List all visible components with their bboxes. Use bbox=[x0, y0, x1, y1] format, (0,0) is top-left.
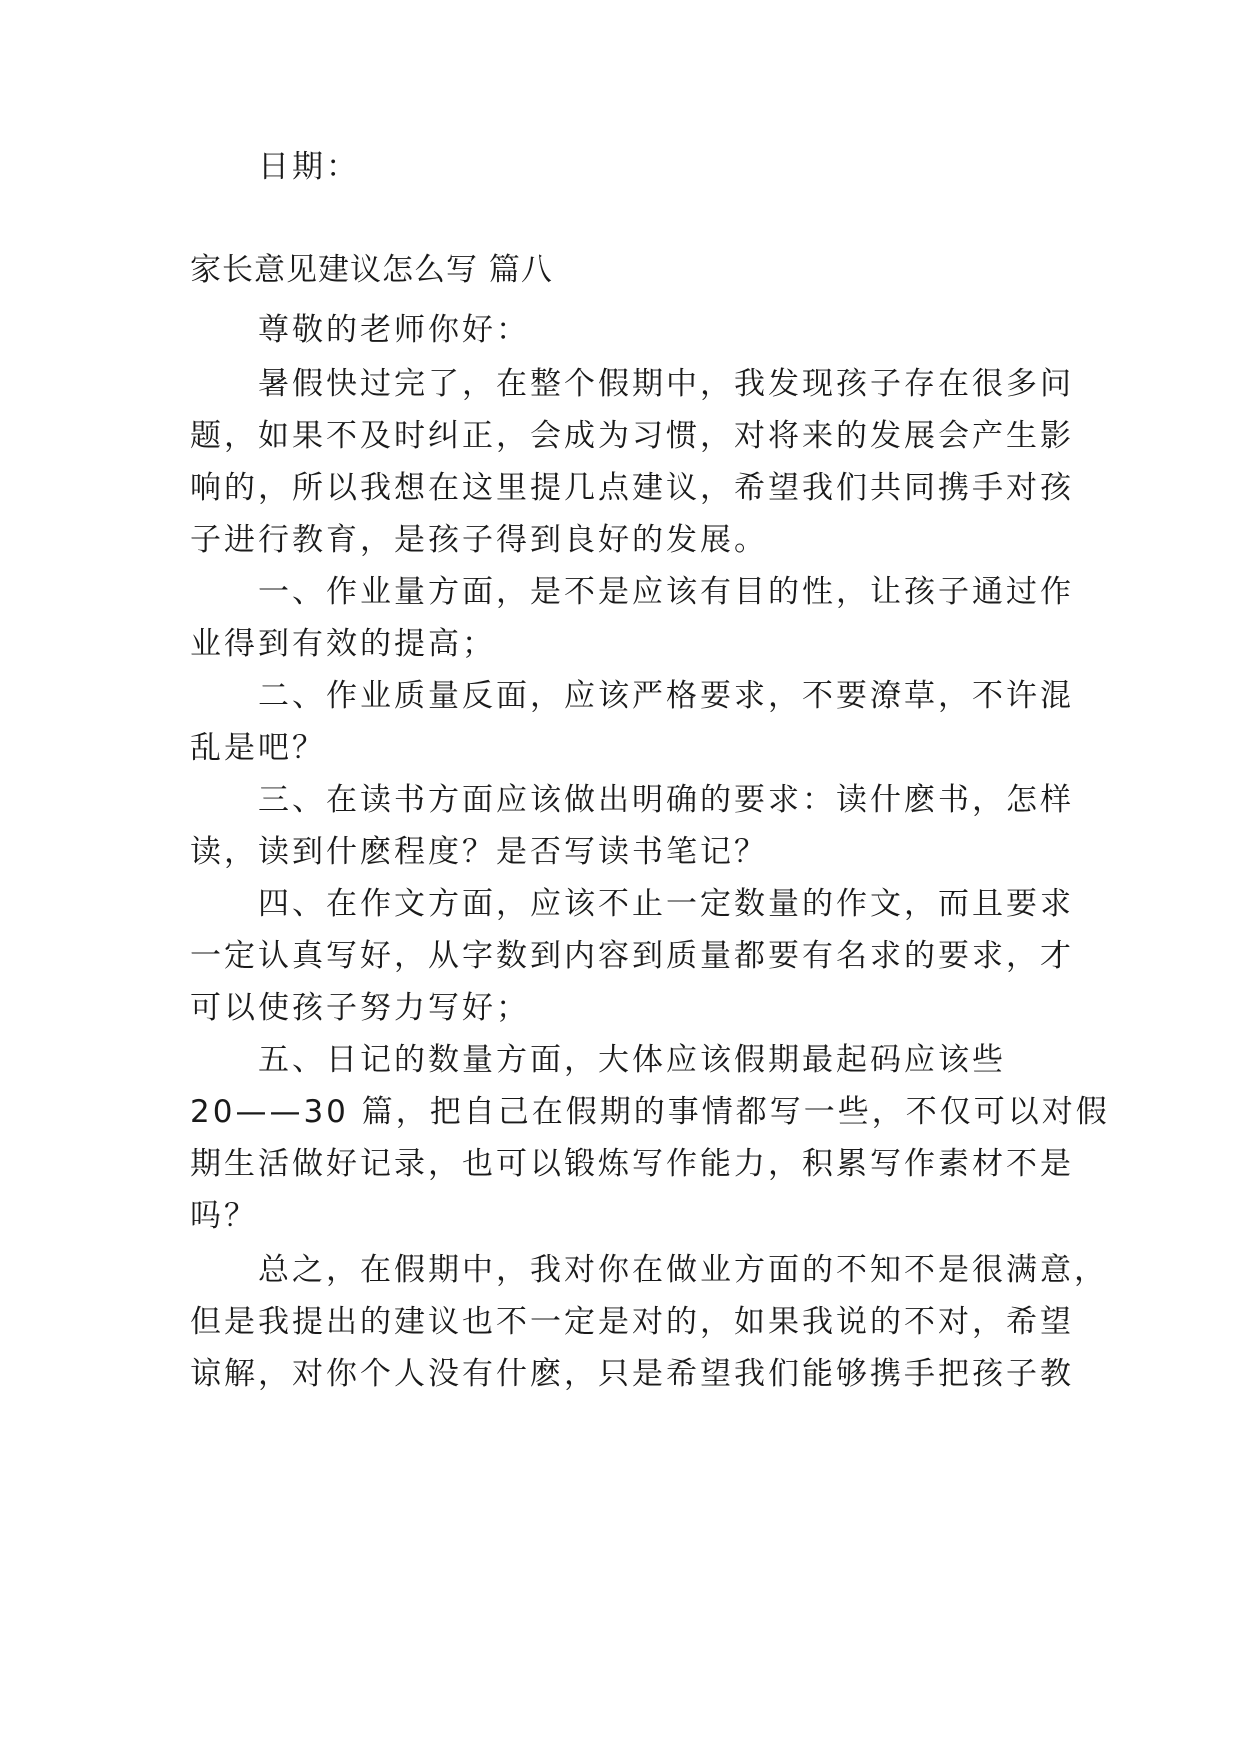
paragraph-line: 暑假快过完了，在整个假期中，我发现孩子存在很多问 bbox=[258, 366, 1074, 402]
paragraph-line: 吗？ bbox=[190, 1198, 258, 1234]
paragraph-line: 但是我提出的建议也不一定是对的，如果我说的不对，希望 bbox=[190, 1304, 1074, 1340]
paragraph-line: 20——30 篇，把自己在假期的事情都写一些，不仅可以对假 bbox=[190, 1094, 1110, 1130]
paragraph-line: 响的，所以我想在这里提几点建议，希望我们共同携手对孩 bbox=[190, 470, 1074, 506]
paragraph-line: 可以使孩子努力写好； bbox=[190, 990, 530, 1026]
date-label: 日期： bbox=[258, 149, 360, 185]
paragraph-line: 乱是吧？ bbox=[190, 730, 326, 766]
paragraph-line: 总之，在假期中，我对你在做业方面的不知不是很满意， bbox=[258, 1252, 1108, 1288]
paragraph-line: 五、日记的数量方面，大体应该假期最起码应该些 bbox=[258, 1042, 1006, 1078]
paragraph-line: 题，如果不及时纠正，会成为习惯，对将来的发展会产生影 bbox=[190, 418, 1074, 454]
paragraph-line: 谅解，对你个人没有什麽，只是希望我们能够携手把孩子教 bbox=[190, 1356, 1074, 1392]
paragraph-line: 一定认真写好，从字数到内容到质量都要有名求的要求，才 bbox=[190, 938, 1074, 974]
paragraph-line: 子进行教育，是孩子得到良好的发展。 bbox=[190, 522, 768, 558]
section-title: 家长意见建议怎么写 篇八 bbox=[190, 252, 553, 288]
paragraph-line: 三、在读书方面应该做出明确的要求：读什麽书，怎样 bbox=[258, 782, 1074, 818]
paragraph-line: 四、在作文方面，应该不止一定数量的作文，而且要求 bbox=[258, 886, 1074, 922]
greeting: 尊敬的老师你好： bbox=[258, 312, 530, 348]
paragraph-line: 读，读到什麽程度？是否写读书笔记？ bbox=[190, 834, 768, 870]
paragraph-line: 业得到有效的提高； bbox=[190, 626, 496, 662]
paragraph-line: 期生活做好记录，也可以锻炼写作能力，积累写作素材不是 bbox=[190, 1146, 1074, 1182]
paragraph-line: 二、作业质量反面，应该严格要求，不要潦草，不许混 bbox=[258, 678, 1074, 714]
paragraph-line: 一、作业量方面，是不是应该有目的性，让孩子通过作 bbox=[258, 574, 1074, 610]
